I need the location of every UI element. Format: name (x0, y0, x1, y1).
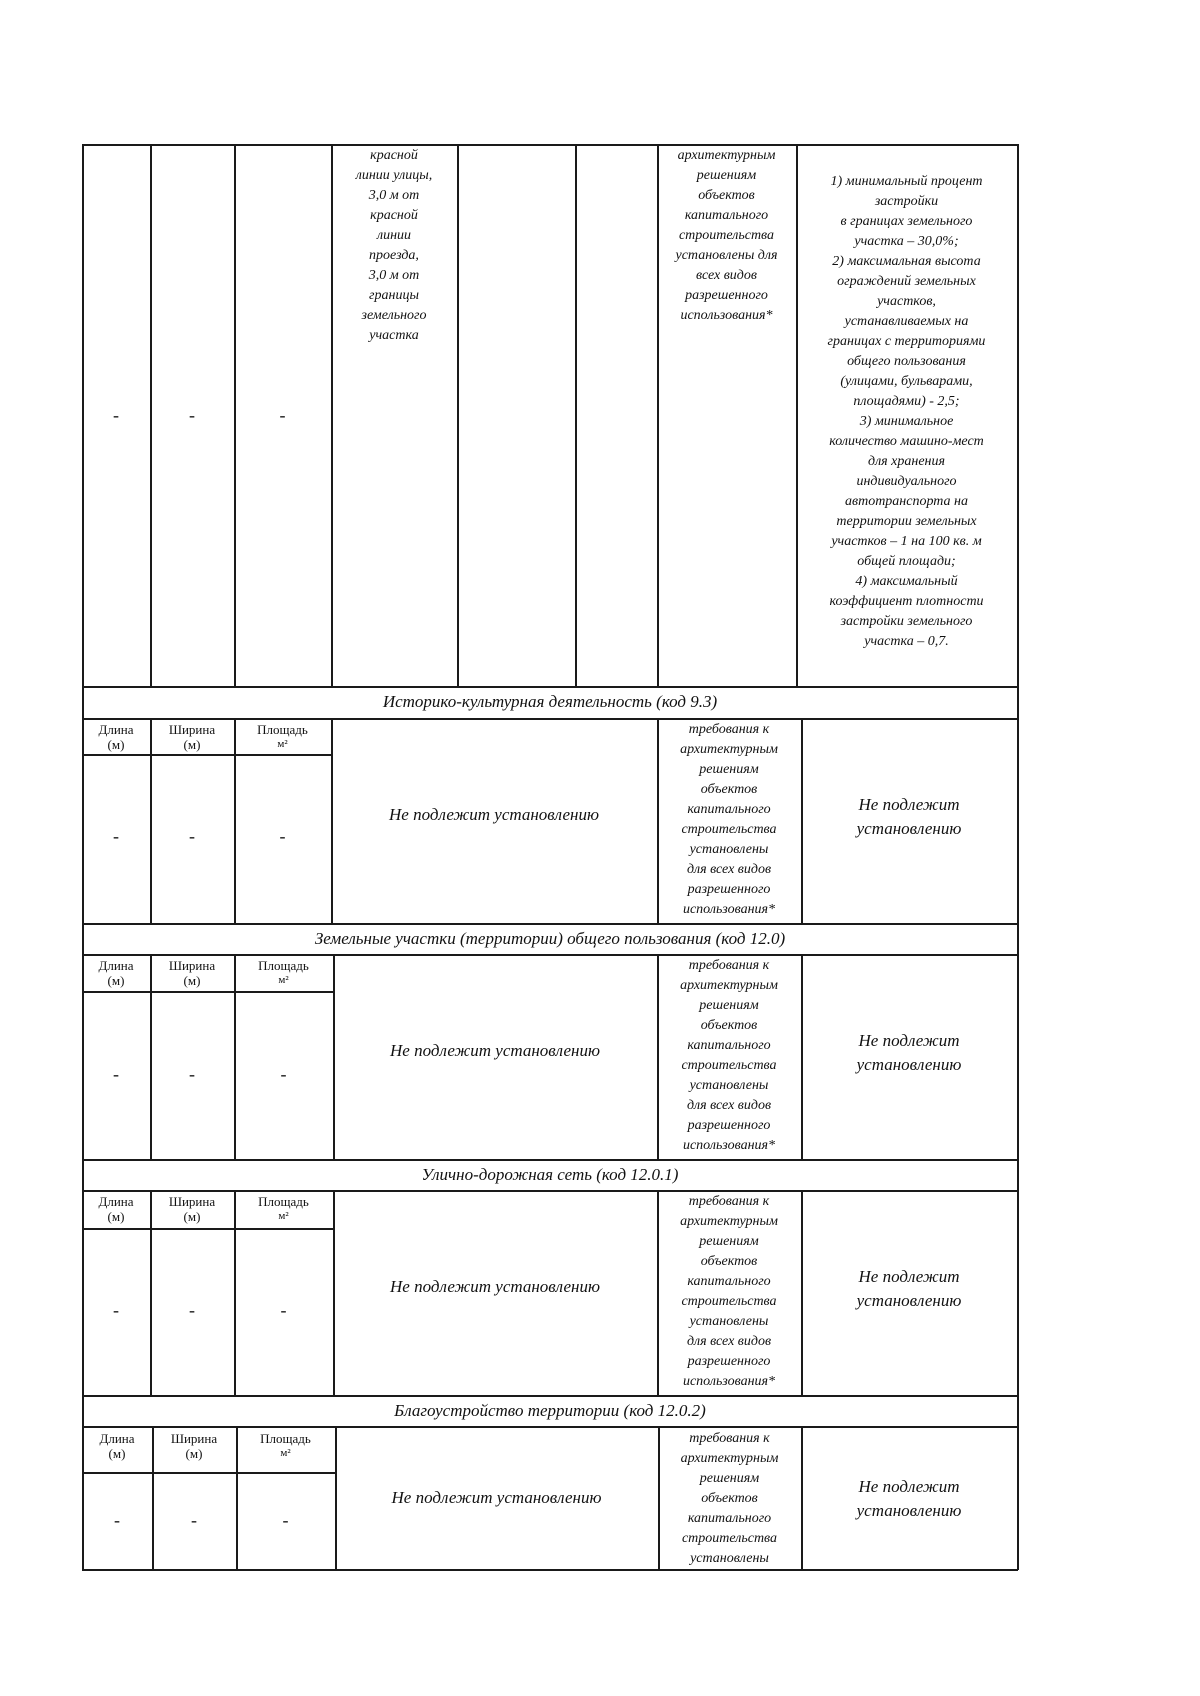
architecture-requirements-text: архитектурным решениям объектов капитального строительства установлены для всех видов разрешенного использования* (675, 148, 778, 323)
width-header: Ширина (м) (168, 958, 216, 988)
table-border-left (82, 144, 84, 1570)
column-divider (575, 144, 577, 686)
dash-length: - (113, 1063, 119, 1084)
not-subject-parameters: Не подлежит установлению (856, 1477, 962, 1520)
architecture-requirements-text: требования к архитектурным решениям объектов капитального строительства установлены для всех видов разрешенного использования* (680, 722, 778, 917)
architecture-requirements-text: требования к архитектурным решениям объектов капитального строительства установлены для всех видов разрешенного использования* (680, 958, 778, 1153)
length-header: Длина (м) (98, 1194, 134, 1224)
area-header: Площадь м² (257, 722, 308, 750)
dash-length: - (114, 1509, 120, 1530)
header-divider (82, 754, 331, 756)
section-title-12-0: Земельные участки (территории) общего пользования (код 12.0) (314, 928, 786, 948)
top-dash-width: - (189, 404, 195, 425)
row-divider (82, 1426, 1018, 1428)
dash-width: - (189, 1299, 195, 1320)
not-subject-setback: Не подлежит установлению (391, 1488, 602, 1507)
width-header: Ширина (м) (168, 1194, 216, 1224)
length-header: Длина (м) (99, 1431, 135, 1461)
column-divider (457, 144, 459, 686)
table-border-right (1017, 144, 1019, 1570)
dash-area: - (280, 1299, 287, 1320)
header-divider (82, 991, 333, 993)
dash-area: - (280, 1063, 287, 1084)
section-title-12-0-2: Благоустройство территории (код 12.0.2) (394, 1400, 706, 1420)
area-header: Площадь м² (260, 1431, 311, 1459)
dash-width: - (191, 1509, 197, 1530)
dash-area: - (282, 1509, 289, 1530)
not-subject-setback: Не подлежит установлению (389, 805, 599, 824)
section-title-12-0-1: Улично-дорожная сеть (код 12.0.1) (421, 1164, 679, 1184)
top-dash-area: - (279, 404, 286, 425)
parameters-list-text: 1) минимальный процент застройки в границах земельного участка – 30,0%; 2) максимальная высота ограждений земельных участков, устанавливаемых на границах с территориями общего пользования (улицами, бульварами, площадями) - 2,5; 3) минимальное количество машино-мест для хранения индивидуального автотранспорта на территории земельных участков – 1 на 100 кв. м общей площади; 4) максимальный коэффициент плотности застройки земельного участка – 0,7. (827, 174, 986, 649)
architecture-requirements-text: требования к архитектурным решениям объектов капитального строительства установлены (680, 1431, 779, 1566)
width-header: Ширина (м) (170, 1431, 218, 1461)
header-divider (82, 1472, 335, 1474)
architecture-requirements-text: требования к архитектурным решениям объектов капитального строительства установлены для всех видов разрешенного использования* (680, 1194, 778, 1389)
area-header: Площадь м² (258, 958, 309, 986)
not-subject-parameters: Не подлежит установлению (856, 1031, 962, 1074)
top-dash-length: - (113, 404, 119, 425)
width-header: Ширина (м) (168, 722, 216, 752)
not-subject-setback: Не подлежит установлению (390, 1041, 600, 1060)
dash-width: - (189, 825, 195, 846)
dash-area: - (279, 825, 286, 846)
section-title-9-3: Историко-культурная деятельность (код 9.3) (382, 692, 718, 711)
length-header: Длина (м) (98, 958, 134, 988)
table-border-bottom (82, 1569, 1018, 1571)
area-header: Площадь м² (258, 1194, 309, 1222)
dash-length: - (113, 825, 119, 846)
length-header: Длина (м) (98, 722, 134, 752)
dash-length: - (113, 1299, 119, 1320)
not-subject-parameters: Не подлежит установлению (856, 795, 962, 838)
setback-text: красной линии улицы, 3,0 м от красной линии проезда, 3,0 м от границы земельного участка (355, 148, 433, 343)
dash-width: - (189, 1063, 195, 1084)
not-subject-parameters: Не подлежит установлению (856, 1267, 962, 1310)
not-subject-setback: Не подлежит установлению (390, 1277, 600, 1296)
header-divider (82, 1228, 333, 1230)
table-border-top (82, 144, 1018, 146)
